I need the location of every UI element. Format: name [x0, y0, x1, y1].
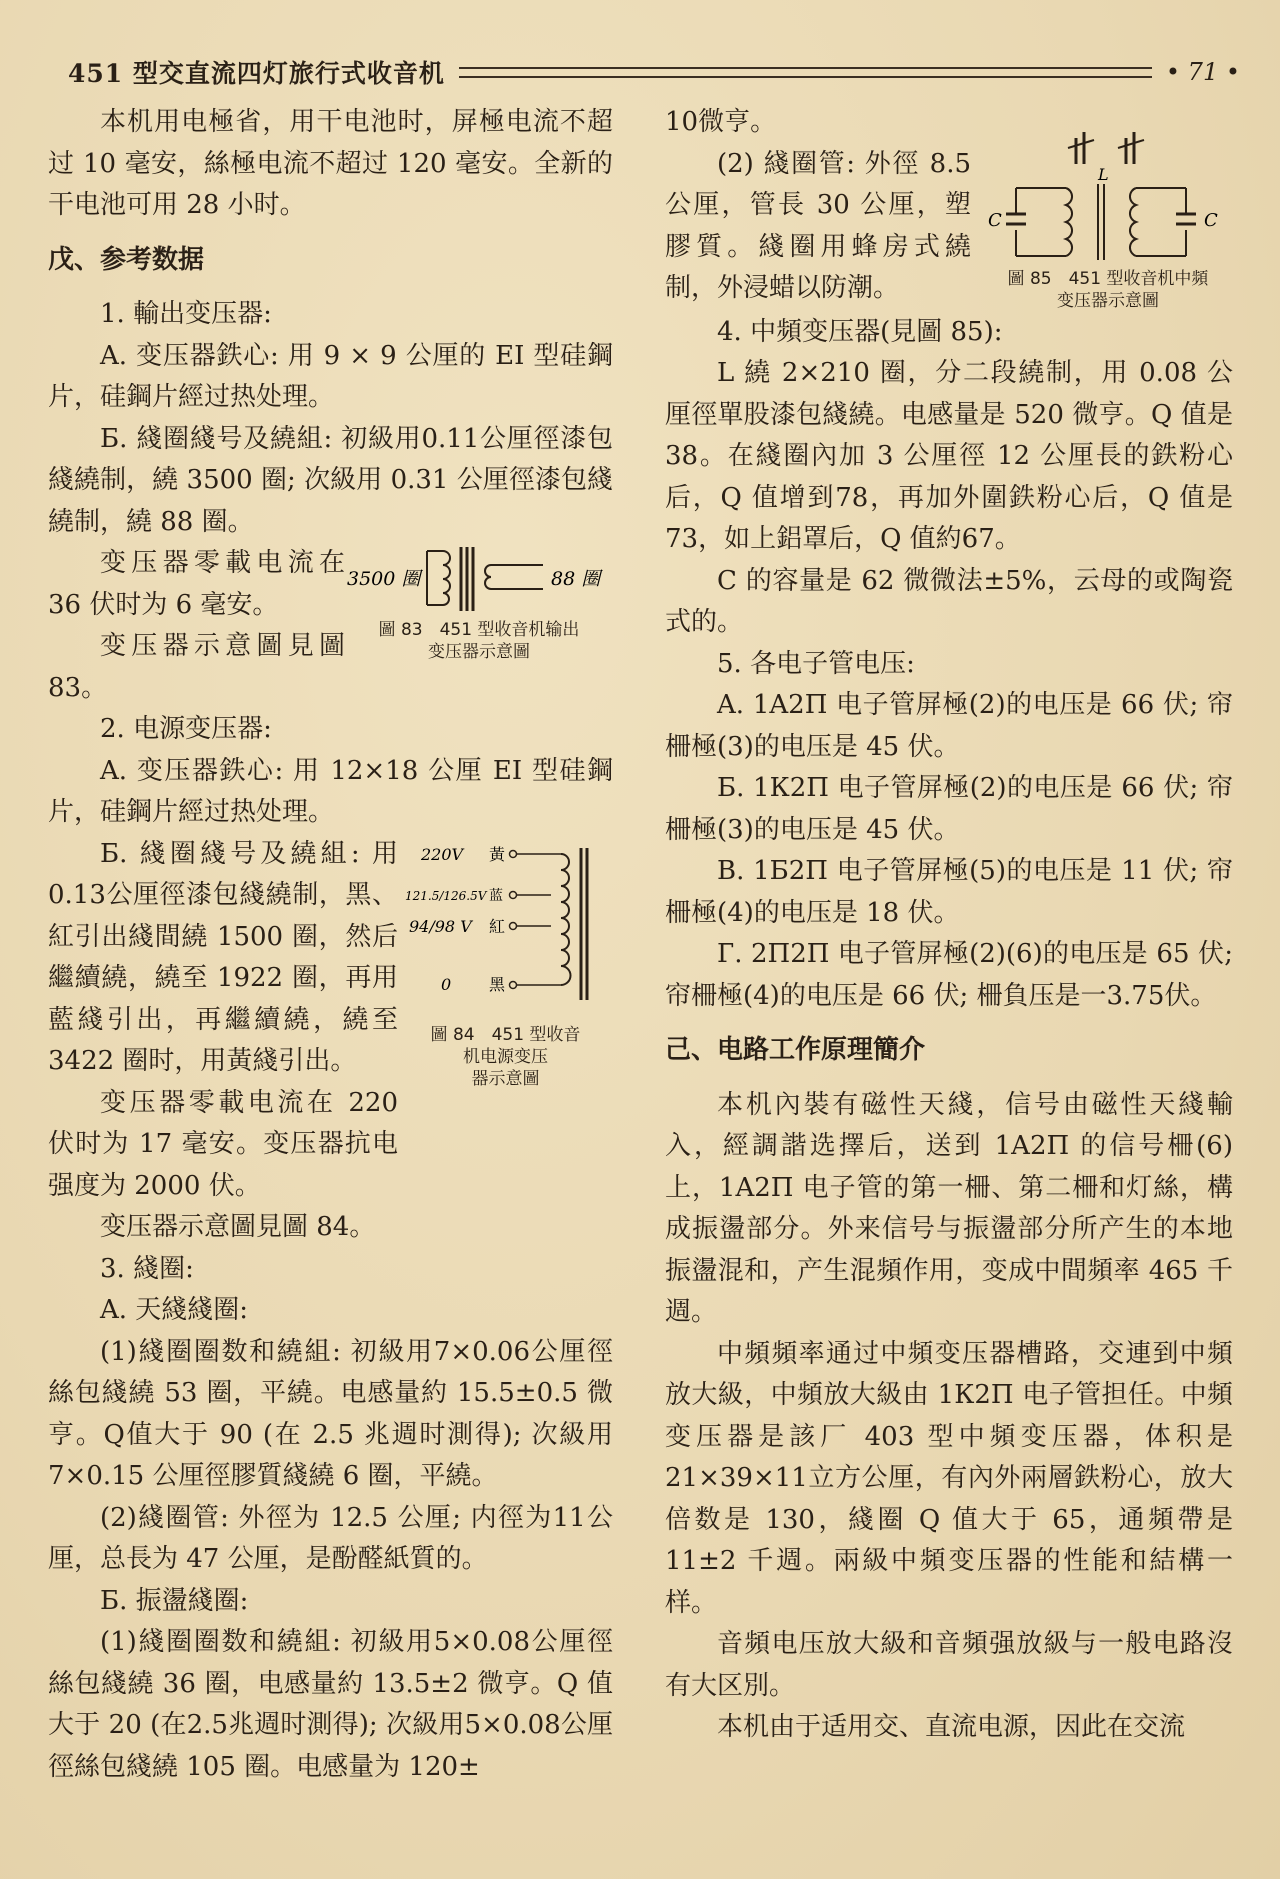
antenna-coil-winding: (1)綫圈圈数和繞組: 初級用7×0.06公厘徑絲包綫繞 53 圈，平繞。电感量約 15.5±0.5 微亨。Q值大于 90 (在 2.5 兆週时測得); 次級用 7×0.15 公厘徑膠質綫繞 6 圈，平繞。	[48, 1336, 613, 1491]
section-heading-reference-data: 戊、参考数据	[48, 244, 205, 275]
power-transformer-no-load: 变压器零載电流在 220 伏时为 17 毫安。变压器抗电强度为 2000 伏。	[48, 1087, 398, 1201]
section-heading-circuit-principle: 己、电路工作原理簡介	[665, 1035, 926, 1065]
fig83-secondary-label: 88 圈	[551, 568, 601, 590]
circuit-paragraph-2: 中頻頻率通过中頻变压器槽路，交連到中頻放大級，中頻放大級由 1К2П 电子管担任。中頻变压器是該厂 403 型中頻变压器，体积是 21×39×11立方公厘，有內外兩層鉄粉心，放大倍数是 130，綫圈 Q 值大于 65，通頻帶是 11±2 千週。兩級中頻变压器的性能和結構一样。	[665, 1338, 1233, 1618]
right-column	[665, 102, 1233, 1749]
oscillator-coil-continued: 10微亨。	[665, 107, 777, 137]
if-transformer-capacitor: C 的容量是 62 微微法±5%，云母的或陶瓷式的。	[665, 565, 1233, 637]
output-transformer-heading: 1. 輸出变压器:	[100, 299, 272, 329]
header-double-rule	[459, 67, 1152, 78]
page-number: • 71 •	[1165, 58, 1240, 86]
if-transformer-winding: L 繞 2×210 圈，分二段繞制，用 0.08 公厘徑單股漆包綫繞。电感量是 520 微亨。Q 值是 38。在綫圈內加 3 公厘徑 12 公厘長的鉄粉心后，Q 值增到78，再加外圍鉄粉心后，Q 值是73，如上鋁罩后，Q 值約67。	[665, 358, 1233, 554]
figure-83	[345, 543, 613, 663]
if-transformer-diagram	[986, 124, 1231, 264]
figure-85	[983, 124, 1233, 312]
fig84-121v-label: 121.5/126.5V	[404, 888, 486, 903]
output-transformer-see-figure: 变压器示意圖見圖 83。	[48, 631, 345, 703]
fig83-primary-label: 3500 圈	[347, 568, 421, 590]
output-transformer-winding: Б. 綫圈綫号及繞組: 初級用0.11公厘徑漆包綫繞制，繞 3500 圈; 次級用 0.31 公厘徑漆包綫繞制，繞 88 圈。	[48, 423, 613, 537]
fig84-blue-label: 蓝	[488, 887, 503, 904]
fig84-caption: 圖 84 451 型收音 机电源变压 器示意圖	[430, 1024, 581, 1089]
output-transformer-no-load: 变压器零載电流在 36 伏时为 6 毫安。	[48, 548, 345, 620]
fig85-c1-label: C	[987, 209, 1002, 231]
circuit-paragraph-3: 音頻电压放大級和音頻强放級与一般电路沒有大区別。	[665, 1629, 1233, 1701]
antenna-coil-heading: A. 天綫綫圈:	[100, 1295, 249, 1325]
oscillator-coil-winding: (1)綫圈圈数和繞組: 初級用5×0.08公厘徑絲包綫繞 36 圈，电感量約 13.5±2 微亨。Q 值大于 20 (在2.5兆週时測得); 次級用5×0.08公厘徑絲包綫繞 105 圈。电感量为 120±	[48, 1627, 613, 1782]
coils-heading: 3. 綫圈:	[100, 1253, 194, 1284]
fig85-side-text	[665, 144, 971, 310]
power-transformer-heading: 2. 电源变压器:	[100, 714, 272, 744]
fig84-220v-label: 220V	[420, 844, 463, 864]
header-title: 451 型交直流四灯旅行式收音机	[68, 59, 445, 88]
fig84-yellow-label: 黃	[488, 844, 505, 864]
fig84-94v-label: 94/98 V	[408, 916, 472, 936]
fig84-side-text	[48, 834, 398, 1249]
power-transformer-diagram	[401, 840, 611, 1020]
fig85-c2-label: C	[1203, 209, 1218, 231]
power-transformer-core: A. 变压器鉄心: 用 12×18 公厘 EI 型硅鋼片，硅鋼片經过热处理。	[48, 755, 613, 827]
fig84-block	[48, 834, 613, 1249]
fig85-l-label: L	[1097, 164, 1109, 184]
output-transformer-diagram	[347, 543, 611, 615]
fig84-black-label: 黑	[488, 974, 505, 994]
if-transformer-heading: 4. 中頻变压器(見圖 85):	[717, 316, 1003, 347]
tube-voltages-heading: 5. 各电子管电压:	[717, 648, 915, 679]
tube-2p2p-voltages: Г. 2П2П 电子管屏極(2)(6)的电压是 65 伏; 帘柵極(4)的电压是 66 伏; 柵負压是一3.75伏。	[665, 939, 1233, 1011]
left-column	[48, 102, 613, 1788]
fig83-side-text	[48, 543, 345, 709]
circuit-paragraph-4: 本机由于适用交、直流电源，因此在交流	[717, 1712, 1186, 1742]
circuit-paragraph-1: 本机內裝有磁性天綫，信号由磁性天綫輸入，經調諧选擇后，送到 1A2П 的信号柵(6)上，1A2П 电子管的第一柵、第二柵和灯絲，構成振盪部分。外来信号与振盪部分所产生的本地振盪混和，产生混頻作用，变成中間頻率 465 千週。	[665, 1089, 1233, 1327]
output-transformer-core: A. 变压器鉄心: 用 9 × 9 公厘的 EI 型硅鋼片，硅鋼片經过热处理。	[48, 340, 613, 412]
tube-1a2p-voltages: A. 1A2П 电子管屏極(2)的电压是 66 伏; 帘柵極(3)的电压是 45 伏。	[665, 690, 1233, 762]
oscillator-coil-former: (2) 綫圈管: 外徑 8.5 公厘，管長 30 公厘，塑膠質。綫圈用蜂房式繞制，外浸蜡以防潮。	[665, 148, 971, 303]
antenna-coil-former: (2)綫圈管: 外徑为 12.5 公厘; 内徑为11公厘，总長为 47 公厘，是酚醛紙質的。	[48, 1502, 613, 1574]
oscillator-coil-heading: Б. 振盪綫圈:	[100, 1585, 249, 1616]
fig83-caption: 圖 83 451 型收音机输出 变压器示意圖	[378, 620, 580, 662]
fig83-block	[48, 543, 613, 709]
intro-paragraph: 本机用电極省，用干电池时，屏極电流不超过 10 毫安，絲極电流不超过 120 毫安。全新的干电池可用 28 小时。	[48, 107, 613, 220]
running-header	[68, 52, 1240, 92]
tube-1k2p-voltages: Б. 1К2П 电子管屏極(2)的电压是 66 伏; 帘柵極(3)的电压是 45 伏。	[665, 773, 1233, 845]
tube-1b2p-voltages: В. 1Б2П 电子管屏極(5)的电压是 11 伏; 帘柵極(4)的电压是 18 伏。	[665, 856, 1233, 928]
fig85-block	[665, 144, 1233, 312]
fig85-caption: 圖 85 451 型收音机中頻 变压器示意圖	[1007, 268, 1209, 311]
figure-84	[398, 840, 613, 1090]
fig84-0v-label: 0	[440, 974, 451, 994]
fig84-red-label: 紅	[488, 916, 505, 936]
power-transformer-see-figure: 变压器示意圖見圖 84。	[100, 1212, 376, 1242]
power-transformer-winding: Б. 綫圈綫号及繞組: 用0.13公厘徑漆包綫繞制，黑、紅引出綫間繞 1500 圈，然后繼續繞，繞至 1922 圈，再用藍綫引出，再繼續繞，繞至 3422 圈时，用黃綫引出。	[48, 838, 398, 1076]
